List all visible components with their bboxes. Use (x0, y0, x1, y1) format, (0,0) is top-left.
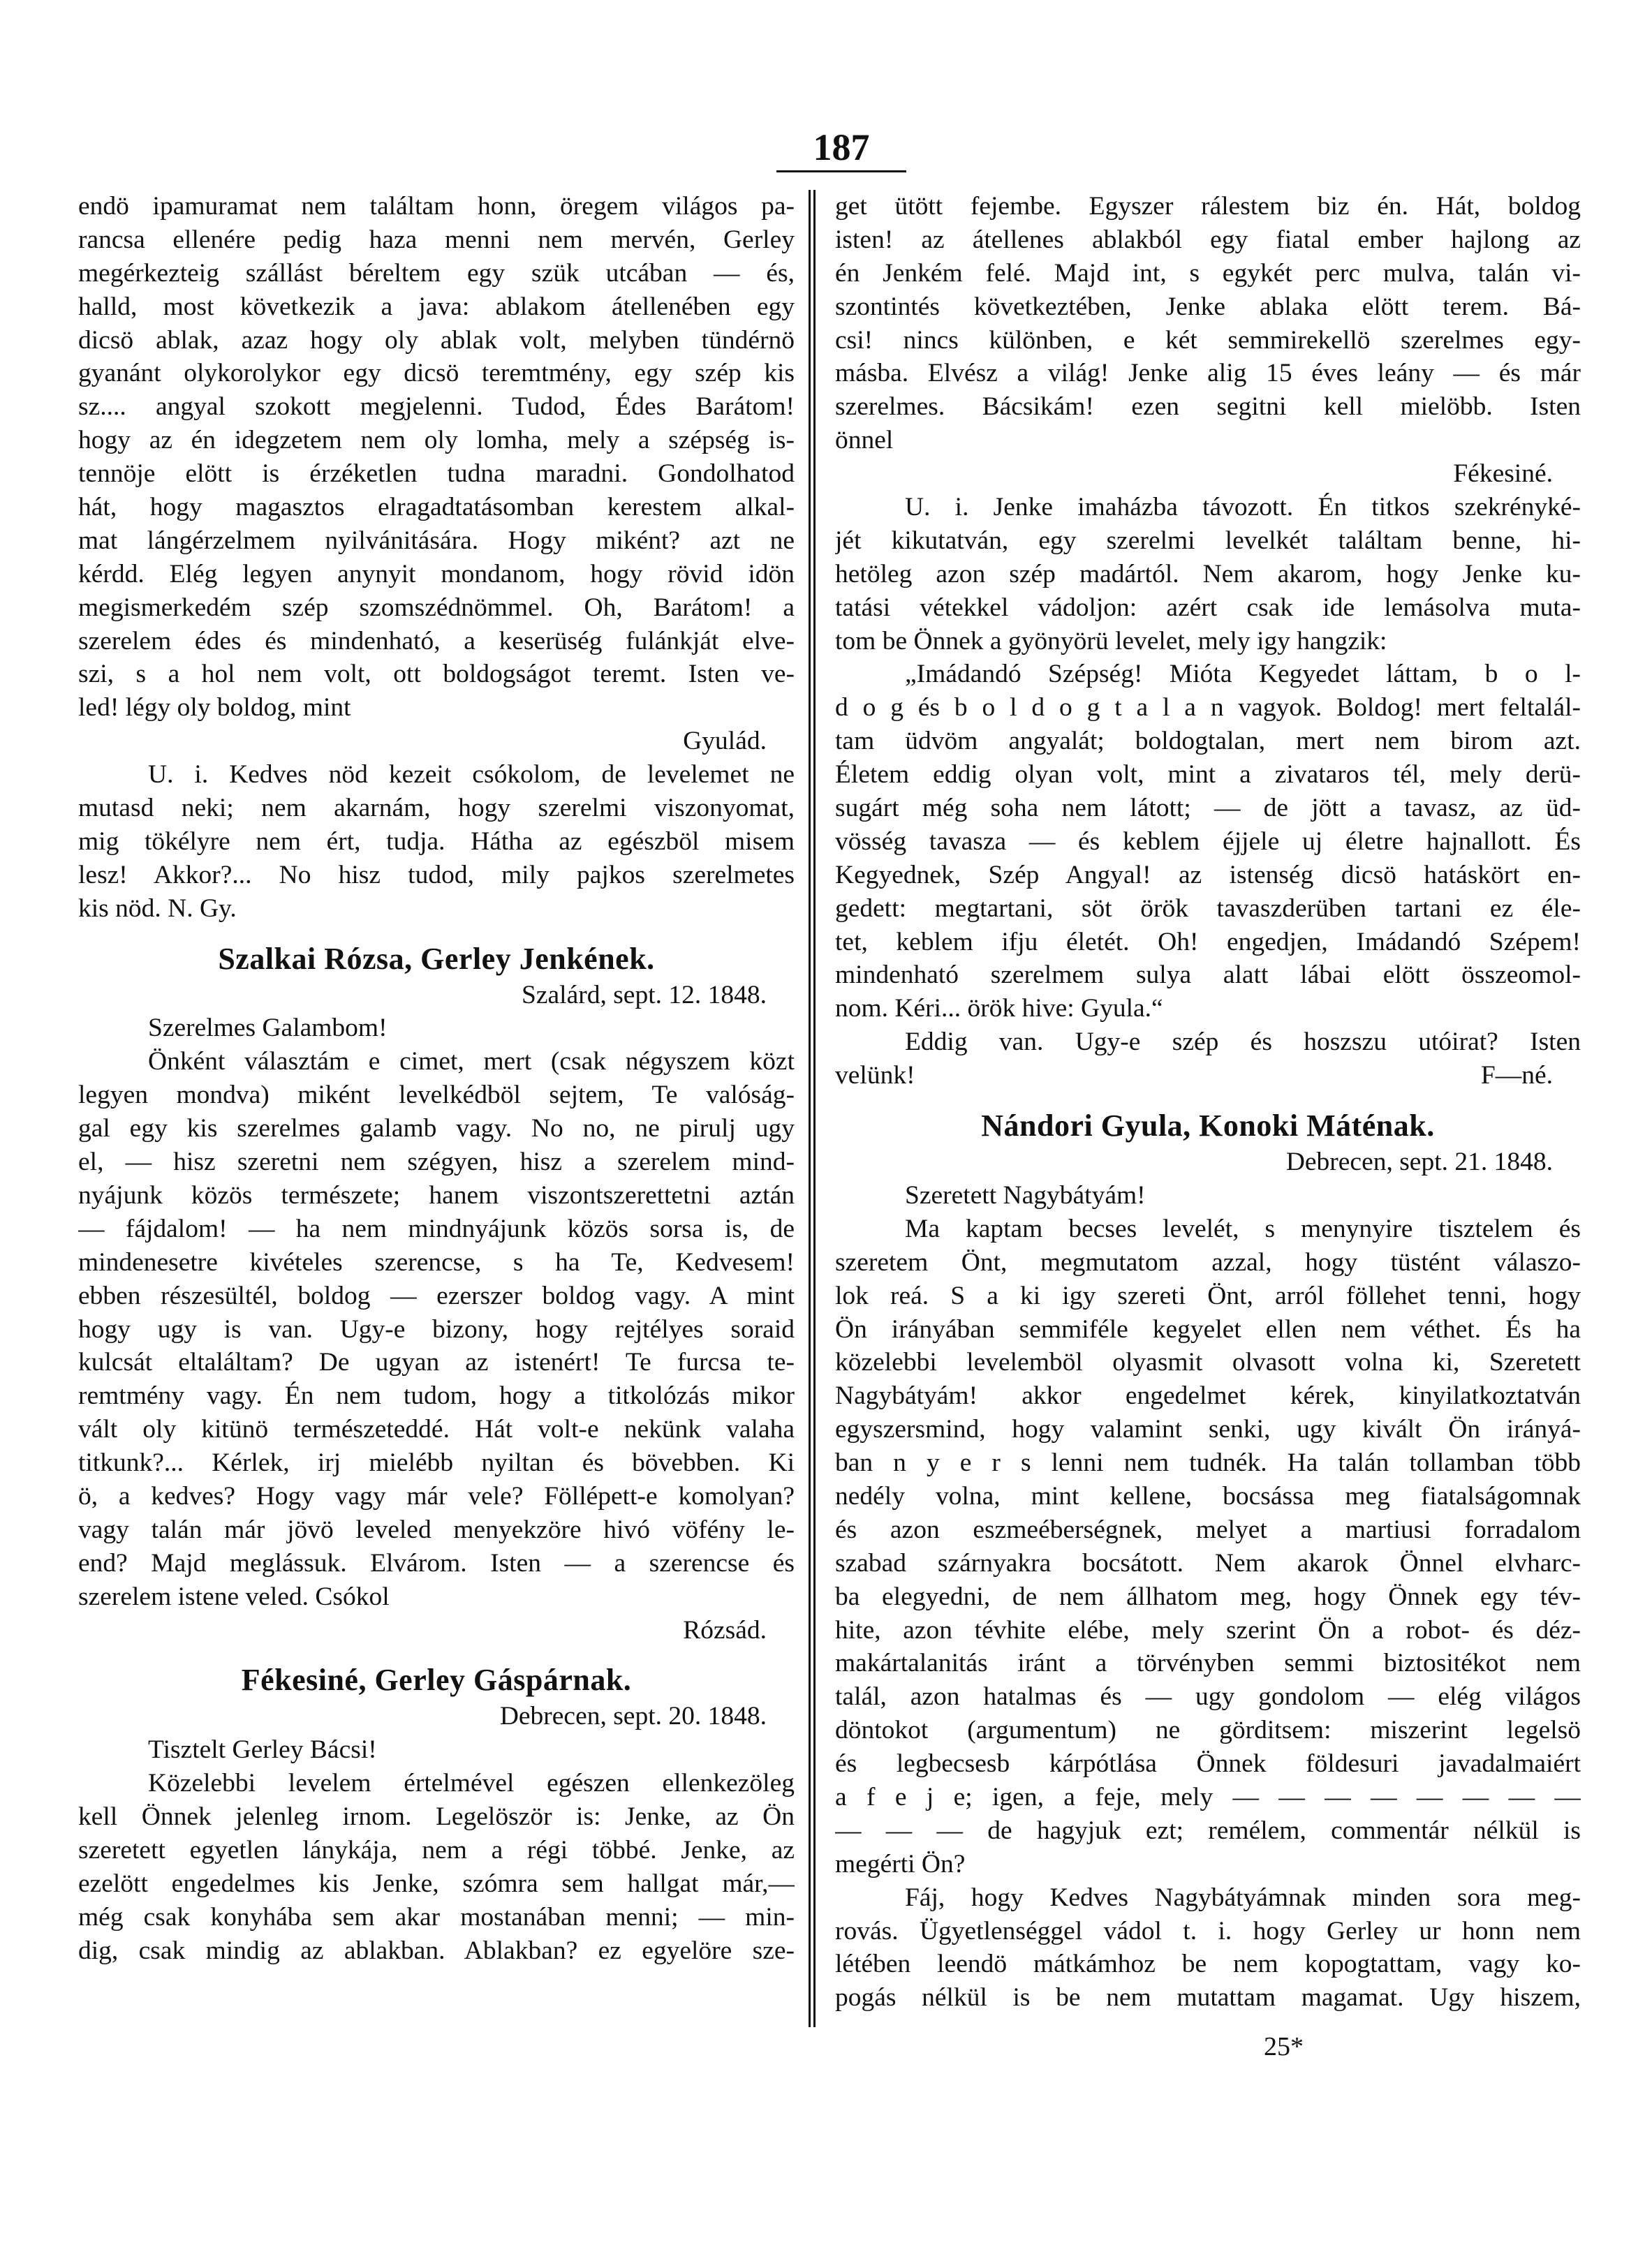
text-line: létében leendö mátkámhoz be nem kopogtattam, vagy ko- (835, 1950, 1581, 1979)
text-line: szi, s a hol nem volt, ott boldogságot teremt. Isten ve- (78, 660, 795, 689)
text-line: egyszersmind, hogy valamint senki, ugy kivált Ön irányá- (835, 1415, 1581, 1444)
text-line: d o g és b o l d o g t a l a n vagyok. Boldog! mert feltalál- (835, 693, 1581, 722)
header-rule (776, 170, 906, 172)
text-line: gyanánt olykorolykor egy dicsö teremtmény, egy szép kis (78, 359, 795, 388)
text-line: sugárt még soha nem látott; — de jött a tavasz, az üd- (835, 794, 1581, 823)
text-line: Eddig van. Ugy-e szép és hoszszu utóirat? Isten (905, 1028, 1581, 1057)
text-line: Fékesiné. (1453, 459, 1553, 489)
signature-mark: 25* (1264, 2032, 1304, 2061)
text-line: mutasd neki; nem akarnám, hogy szerelmi viszonyomat, (78, 794, 795, 823)
text-line: ban n y e r s lenni nem tudnék. Ha talán tollamban több (835, 1448, 1581, 1478)
text-line: még csak konyhába sem akar mostanában menni; — min- (78, 1902, 795, 1932)
text-line: — — — de hagyjuk ezt; remélem, commentár nélkül is (835, 1816, 1581, 1845)
text-line: vösség tavasza — és keblem éjjele uj életre hajnallott. És (835, 827, 1581, 856)
text-line: U. i. Kedves nöd kezeit csókolom, de levelemet ne (148, 760, 795, 790)
text-signature (835, 1059, 1581, 1092)
text-line: titkunk?... Kérlek, irj mielébb nyiltan és bövebben. Ki (78, 1448, 795, 1478)
text-line: get ütött fejembe. Egyszer rálestem biz én. Hát, boldog (835, 192, 1581, 221)
text-dateline (78, 979, 795, 1012)
text-line: mindenható szerelmem sulya alatt lábai elött összeomol- (835, 961, 1581, 990)
text-line: endö ipamuramat nem találtam honn, öregem világos pa- (78, 192, 795, 221)
text-line: mindenesetre kivételes szerencse, s ha Te, Kedvesem! (78, 1247, 795, 1277)
text-line: kis nöd. N. Gy. (78, 894, 237, 923)
text-line: Fáj, hogy Kedves Nagybátyámnak minden sora meg- (905, 1883, 1581, 1912)
text-line: önnel (835, 426, 894, 455)
text-line: Ön irányában semmiféle kegyelet ellen nem véthet. És ha (835, 1314, 1581, 1344)
text-line: pogás nélkül is be nem mutattam magamat. Ugy hiszem, (835, 1983, 1581, 2013)
text-line: Szerelmes Galambom! (148, 1014, 388, 1043)
text-line: megérti Ön? (835, 1849, 966, 1878)
text-line: ö, a kedves? Hogy vagy már vele? Föllépett-e komolyan? (78, 1481, 795, 1511)
text-dateline (78, 1700, 795, 1733)
text-line: szerelem istene veled. Csókol (78, 1582, 390, 1611)
text-line: sz.... angyal szokott megjelenni. Tudod, Édes Barátom! (78, 392, 795, 422)
text-line: kérdd. Elég legyen anynyit mondanom, hogy rövid idön (78, 559, 795, 588)
text-paragraph (78, 1767, 795, 1967)
text-line: Nagybátyám! akkor engedelmet kérek, kinyilatkoztatván (835, 1381, 1581, 1411)
text-line: mat lángérzelmem nyilvánitására. Hogy miként? azt ne (78, 526, 795, 555)
text-line: szeretett egyetlen lánykája, nem a régi többé. Jenke, az (78, 1835, 795, 1865)
text-line: nyájunk közös természete; hanem viszontszerettetni aztán (78, 1180, 795, 1210)
text-salutation (835, 1179, 1581, 1213)
text-line: tet, keblem ifju életét. Oh! engedjen, Imádandó Szépem! (835, 927, 1581, 956)
text-line: Debrecen, sept. 20. 1848. (499, 1702, 767, 1731)
text-line: hetöleg azon szép madártól. Nem akarom, hogy Jenke ku- (835, 559, 1581, 588)
text-line: halld, most következik a java: ablakom átellenében egy (78, 292, 795, 321)
text-line: Debrecen, sept. 21. 1848. (1285, 1148, 1553, 1177)
text-line: tam üdvöm angyalát; boldogtalan, mert nem birom azt. (835, 727, 1581, 756)
text-line: és azon eszmeéberségnek, melyet a martiusi forradalom (835, 1515, 1581, 1544)
letter-heading (78, 1661, 795, 1700)
text-line: kulcsát eltaláltam? De ugyan az istenért! Te furcsa te- (78, 1348, 795, 1377)
text-line: mig tökélyre nem ért, tudja. Hátha az egészböl misem (78, 827, 795, 856)
column-divider (809, 190, 816, 2027)
text-line: F—né. (1480, 1061, 1553, 1090)
text-line: hite, azon tévhite elébe, mely szerint Ön a robot- és déz- (835, 1615, 1581, 1645)
page-number: 187 (813, 126, 870, 168)
left-column (78, 190, 795, 1968)
text-paragraph (835, 491, 1581, 658)
text-line: hogy ugy is van. Ugy-e bizony, hogy rejtélyes soraid (78, 1314, 795, 1344)
text-paragraph (835, 658, 1581, 1025)
text-line: ebben részesültél, boldog — ezerszer boldog vagy. A mint (78, 1281, 795, 1310)
text-line: talál, azon hatalmas és — ugy gondolom — elég világos (835, 1682, 1581, 1712)
text-line: szabad szárnyakra bocsátott. Nem akarok Önnel elvharc- (835, 1548, 1581, 1578)
text-line: Életem eddig olyan volt, mint a zivataros tél, mely derü- (835, 760, 1581, 790)
text-line: Szalárd, sept. 12. 1848. (522, 980, 767, 1009)
text-line: Önként választám e cimet, mert (csak négyszem közt (148, 1047, 795, 1076)
text-line: szerelmes. Bácsikám! ezen segitni kell mielöbb. Isten (835, 392, 1581, 422)
text-salutation (78, 1011, 795, 1045)
text-line: szontintés következtében, Jenke ablaka elött terem. Bá- (835, 292, 1581, 321)
text-line: tennöje elött is érzéketlen tudna maradni. Gondolhatod (78, 459, 795, 489)
text-line: isten! az átellenes ablakból egy fiatal ember hajlong az (835, 225, 1581, 254)
text-line: end? Majd meglássuk. Elvárom. Isten — a szerencse és (78, 1548, 795, 1578)
text-line: Rózsád. (683, 1615, 767, 1645)
text-paragraph (78, 1045, 795, 1613)
text-line: dicsö ablak, azaz hogy oly ablak volt, melyben tündérnö (78, 325, 795, 355)
text-line: gal egy kis szerelmes galamb vagy. No no, ne pirulj ugy (78, 1114, 795, 1143)
text-line: kell Önnek jelenleg irnom. Legelöször is: Jenke, az Ön (78, 1802, 795, 1832)
text-line: a f e j e; igen, a feje, mely — — — — — — — — (835, 1782, 1581, 1811)
letter-heading (78, 940, 795, 979)
text-line: Szeretett Nagybátyám! (905, 1180, 1146, 1210)
text-line: tom be Önnek a gyönyörü levelet, mely igy hangzik: (835, 626, 1387, 655)
right-column (835, 190, 1581, 2015)
text-line: megismerkedém szép szomszédnömmel. Oh, Barátom! a (78, 593, 795, 622)
text-dateline (835, 1146, 1581, 1179)
text-line: — fájdalom! — ha nem mindnyájunk közös sorsa is, de (78, 1214, 795, 1243)
text-line: ezelött engedelmes kis Jenke, szómra sem hallgat már,— (78, 1869, 795, 1898)
text-line: rancsa ellenére pedig haza menni nem mervén, Gerley (78, 225, 795, 254)
text-line: döntokot (argumentum) ne görditsem: miszerint legelsö (835, 1716, 1581, 1745)
text-line: legyen mondva) miként levelkédböl sejtem, Te valóság- (78, 1081, 795, 1110)
text-line: tatási vétekkel vádoljon: azért csak ide lemásolva muta- (835, 593, 1581, 622)
text-line: hát, hogy magasztos elragadtatásomban kerestem alkal- (78, 493, 795, 522)
text-line: én Jenkém felé. Majd int, s egykét perc mulva, talán vi- (835, 258, 1581, 288)
text-paragraph (835, 190, 1581, 457)
text-line: hogy az én idegzetem nem oly lomha, mely a szépség is- (78, 426, 795, 455)
text-line: „Imádandó Szépség! Mióta Kegyedet láttam, b o l- (905, 660, 1581, 689)
text-paragraph (78, 758, 795, 925)
text-line: lesz! Akkor?... No hisz tudod, mily pajkos szerelmetes (78, 860, 795, 889)
text-line: vagy talán már jövö leveled menyekzöre hivó vöfény le- (78, 1515, 795, 1544)
text-line: és legbecsesb kárpótlása Önnek földesuri javadalmaiért (835, 1749, 1581, 1779)
text-signature (78, 725, 795, 758)
text-line: szeretem Önt, megmutatom azzal, hogy tüstént válaszo- (835, 1247, 1581, 1277)
text-paragraph (835, 1881, 1581, 2015)
text-line: makártalanitás iránt a törvényben semmi biztositékot nem (835, 1649, 1581, 1678)
text-line: jét kikutatván, egy szerelmi levelkét találtam benne, hi- (835, 526, 1581, 555)
text-line: Szalkai Rózsa, Gerley Jenkének. (218, 941, 655, 976)
text-line: nedély volna, mint kellene, bocsássa meg fiatalságomnak (835, 1481, 1581, 1511)
text-line: Kegyednek, Szép Angyal! az istenség dicsö hatáskört en- (835, 860, 1581, 889)
text-line: Ma kaptam becses levelét, s menynyire tisztelem és (905, 1214, 1581, 1243)
text-line: Tisztelt Gerley Bácsi! (148, 1735, 377, 1765)
text-line: Gyulád. (683, 727, 767, 756)
text-line: csi! nincs különben, e két semmirekellö szerelmes egy- (835, 325, 1581, 355)
text-line: másba. Elvész a világ! Jenke alig 15 éves leány — és már (835, 359, 1581, 388)
text-line: Fékesiné, Gerley Gáspárnak. (241, 1663, 632, 1698)
text-paragraph (835, 1213, 1581, 1881)
text-salutation (78, 1733, 795, 1767)
text-line: U. i. Jenke imaházba távozott. Én titkos szekrényké- (905, 493, 1581, 522)
text-line: szerelem édes és mindenható, a keserüség fulánkját elve- (78, 626, 795, 655)
text-line: vált oly kitünö természeteddé. Hát volt-e nekünk valaha (78, 1415, 795, 1444)
text-line: Nándori Gyula, Konoki Máténak. (981, 1109, 1435, 1143)
text-line: lok reá. S a ki igy szereti Önt, arról föllehet tenni, hogy (835, 1281, 1581, 1310)
text-line: megérkezteig szállást béreltem egy szük utcában — és, (78, 258, 795, 288)
text-signature (835, 457, 1581, 491)
text-line: rovás. Ügyetlenséggel vádol t. i. hogy Gerley ur honn nem (835, 1916, 1581, 1945)
text-paragraph (78, 190, 795, 725)
text-line: közelebbi levelemböl olyasmit olvasott volna ki, Szeretett (835, 1348, 1581, 1377)
text-line: ba elegyedni, de nem állhatom meg, hogy Önnek egy tév- (835, 1582, 1581, 1611)
text-line: gedett: megtartani, söt örök tavaszderüben tartani ez éle- (835, 894, 1581, 923)
text-line: Közelebbi levelem értelmével egészen ellenkezöleg (148, 1769, 795, 1798)
text-line: nom. Kéri... örök hive: Gyula.“ (835, 994, 1163, 1023)
letter-heading (835, 1106, 1581, 1146)
text-line: el, — hisz szeretni nem szégyen, hisz a szerelem mind- (78, 1148, 795, 1177)
text-signature (78, 1614, 795, 1647)
text-line: led! légy oly boldog, mint (78, 693, 351, 722)
text-line: dig, csak mindig az ablakban. Ablakban? ez egyelöre sze- (78, 1936, 795, 1965)
text-line: remtmény vagy. Én nem tudom, hogy a titkolózás mikor (78, 1381, 795, 1411)
text-line: velünk! (835, 1061, 915, 1090)
